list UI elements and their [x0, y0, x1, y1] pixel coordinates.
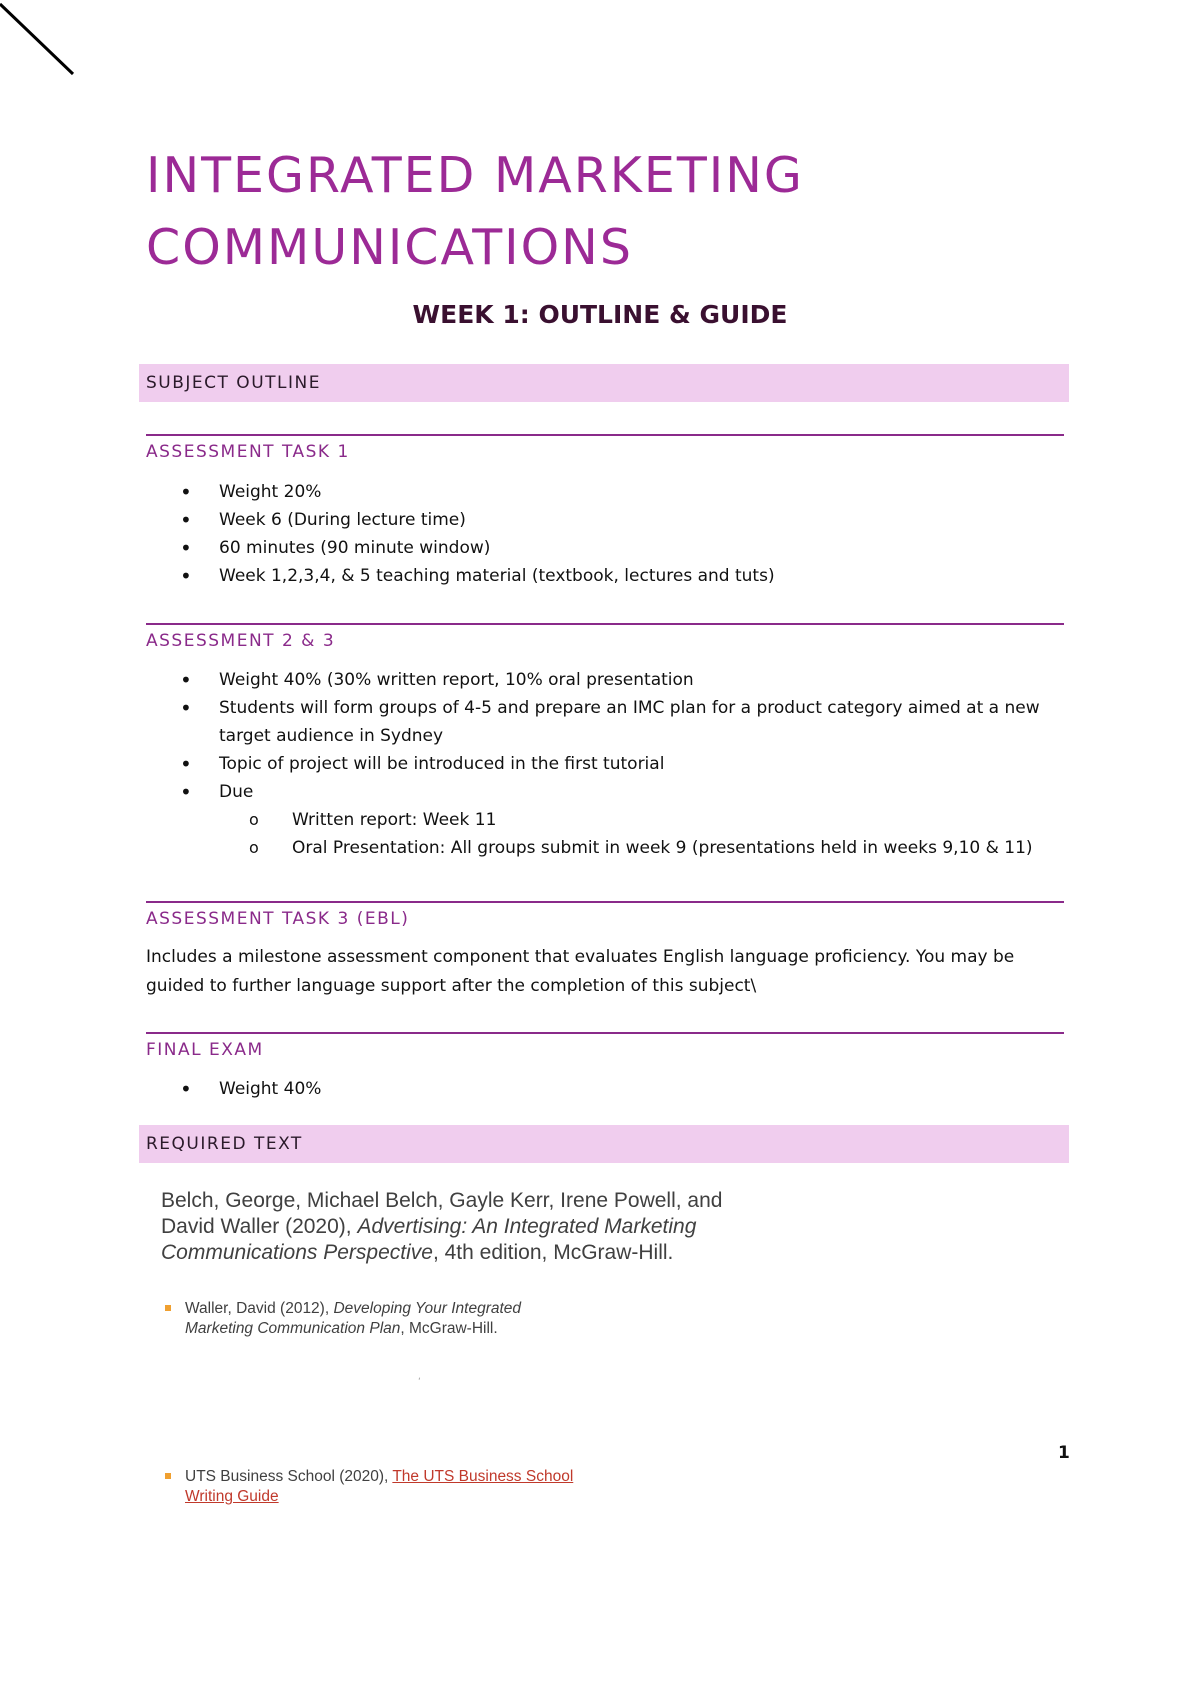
- subject-outline-band: SUBJECT OUTLINE: [139, 364, 1069, 402]
- uts-citation: [163, 1467, 583, 1507]
- section-rule: [146, 901, 1064, 903]
- task3-text: Includes a milestone assessment component that evaluates English language proficiency. You may be guided to further language support after the completion of this subject\: [146, 947, 1015, 996]
- list-item: • Weight 20%: [146, 478, 775, 506]
- uts-writing-guide-link[interactable]: The UTS Business School Writing Guide: [185, 1468, 574, 1505]
- list-item: • Students will form groups of 4-5 and prepare an IMC plan for a product category aimed at a new target audience in Sydney: [146, 694, 1066, 750]
- scan-artifact: ‘: [418, 1377, 421, 1387]
- list-item: • Week 1,2,3,4, & 5 teaching material (textbook, lectures and tuts): [146, 562, 775, 590]
- list-item: • Weight 40% (30% written report, 10% oral presentation: [146, 666, 1066, 694]
- orange-square-bullet-icon: [165, 1473, 171, 1479]
- title-line-2: COMMUNICATIONS: [146, 219, 633, 276]
- main-textbook-citation: [161, 1188, 781, 1266]
- citation-author: UTS Business School (2020),: [185, 1468, 393, 1485]
- due-sublist: [219, 806, 1066, 862]
- citation-author: Waller, David (2012),: [185, 1300, 334, 1317]
- title-line-1: INTEGRATED MARKETING: [146, 147, 804, 204]
- sub-list-item: o Written report: Week 11: [219, 806, 1066, 834]
- task3-heading: ASSESSMENT TASK 3 (EBL): [146, 909, 410, 929]
- citation-book-title: Developing Your Integrated Marketing Communication Plan: [185, 1300, 522, 1337]
- page-number: 1: [1058, 1443, 1070, 1463]
- citation-rest: , 4th edition, McGraw-Hill.: [432, 1241, 674, 1264]
- task1-heading: ASSESSMENT TASK 1: [146, 442, 350, 462]
- final-exam-heading: FINAL EXAM: [146, 1040, 264, 1060]
- task23-list: [146, 666, 1066, 862]
- citation-authors: Belch, George, Michael Belch, Gayle Kerr, Irene Powell, and David Waller (2020),: [161, 1189, 723, 1238]
- citation-book-title: Advertising: An Integrated Marketing Communications Perspective: [161, 1215, 697, 1264]
- task23-heading: ASSESSMENT 2 & 3: [146, 631, 336, 651]
- document-subtitle: WEEK 1: OUTLINE & GUIDE: [412, 300, 788, 329]
- list-item: • Topic of project will be introduced in the first tutorial: [146, 750, 1066, 778]
- list-item: • 60 minutes (90 minute window): [146, 534, 775, 562]
- list-item: [146, 778, 1066, 862]
- document-title: [146, 140, 804, 284]
- section-rule: [146, 1032, 1064, 1034]
- section-rule: [146, 434, 1064, 436]
- list-item: • Week 6 (During lecture time): [146, 506, 775, 534]
- sub-list-item: o Oral Presentation: All groups submit in week 9 (presentations held in weeks 9,10 & 11): [219, 834, 1066, 862]
- waller-citation: [163, 1299, 583, 1339]
- due-label: Due: [219, 782, 254, 802]
- orange-square-bullet-icon: [165, 1305, 171, 1311]
- required-text-band: REQUIRED TEXT: [139, 1125, 1069, 1163]
- list-item: • Weight 40%: [146, 1075, 321, 1103]
- section-rule: [146, 623, 1064, 625]
- final-exam-list: [146, 1075, 321, 1103]
- task1-list: [146, 478, 775, 590]
- citation-rest: , McGraw-Hill.: [400, 1320, 498, 1337]
- corner-mark: [0, 0, 80, 80]
